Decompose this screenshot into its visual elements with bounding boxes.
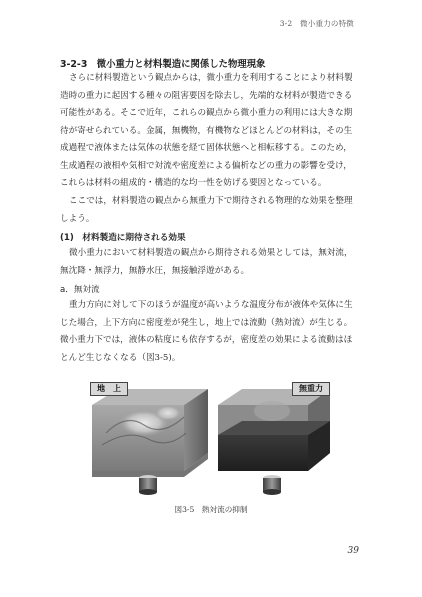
microgravity-label: 無重力	[292, 382, 330, 396]
text-line: さらに材料製造という観点からは，微小重力を利用することにより材料製	[69, 73, 353, 83]
text-line: じた場合，上下方向に密度差が発生し，地上では流動（熱対流）が生じる。	[60, 317, 353, 328]
microgravity-container	[218, 389, 330, 471]
figure-caption: 図3-5 熱対流の抑制	[174, 505, 248, 514]
text-line: 重力方向に対して下のほうが温度が高いような温度分布が液体や気体に生	[69, 300, 353, 310]
text-line: 造時の重力に起因する種々の阻害要因を除去し，先端的な材料が製造できる	[60, 90, 353, 101]
text-line: これらは材料の組成的・構造的な均一性を妨げる要因となっている。	[60, 178, 327, 188]
figure	[86, 383, 336, 498]
text-line: 生成過程の液相や気相で対流や密度差による偏析などの重力の影響を受け，	[60, 160, 352, 171]
text-line: 無沈降・無浮力，無静水圧，無接触浮遊がある。	[60, 265, 250, 276]
earth-container	[92, 389, 208, 477]
earth-label: 地 上	[90, 382, 128, 396]
text-line: 可能性がある。そこで近年，これらの観点から微小重力の利用には大きな期	[60, 108, 353, 118]
text-line: 微小重力において材料製造の観点から期待される効果としては，無対流，	[69, 248, 353, 258]
section-heading: 3-2-3 微小重力と材料製造に関係した物理現象	[60, 59, 266, 70]
text-line: 微小重力下では，液体の粘度にも依存するが，密度差の効果による流動はほ	[60, 335, 353, 345]
item-a-heading-text: a．無対流	[60, 285, 100, 295]
page-number: 39	[347, 546, 359, 556]
item-a-paragraph	[60, 297, 370, 367]
text-line: しよう。	[60, 213, 95, 224]
section-paragraph-1	[60, 70, 370, 193]
subsection-paragraph	[60, 245, 370, 280]
convection-figure	[86, 383, 336, 498]
text-line: 待が寄せられている。金属，無機物，有機物などほとんどの材料は，その生	[60, 125, 353, 136]
text-line: ここでは，材料製造の観点から無重力下で期待される物理的な効果を整理	[69, 196, 353, 206]
text-line: とんど生じなくなる（図3-5)。	[60, 352, 181, 363]
section-paragraph-2	[60, 193, 370, 228]
microgravity-heater	[263, 475, 281, 495]
text-line: 成過程で液体または気体の状態を経て固体状態へと相転移する。このため，	[60, 143, 352, 153]
running-header: 3-2 微小重力の特徴	[279, 19, 354, 28]
earth-heater	[139, 475, 157, 495]
subsection-heading: (1) 材料製造に期待される効果	[60, 233, 186, 243]
item-a-heading	[60, 283, 100, 295]
